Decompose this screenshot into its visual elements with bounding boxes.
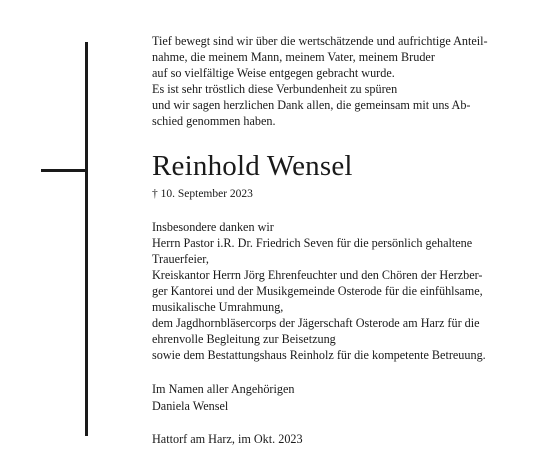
thanks-paragraph [152, 219, 512, 364]
obituary-text [152, 33, 512, 447]
deceased-name: Reinhold Wensel [152, 149, 353, 182]
intro-line: schied genommen haben. [152, 114, 276, 129]
intro-line: nahme, die meinem Mann, meinem Vater, meinem Bruder [152, 50, 435, 65]
signature-block [152, 381, 512, 413]
intro-line: auf so vielfältige Weise entgegen gebracht wurde. [152, 66, 395, 81]
signature-line: Im Namen aller Angehörigen [152, 382, 295, 397]
signature-name: Daniela Wensel [152, 398, 229, 413]
thanks-line: Insbesondere danken wir [152, 219, 274, 234]
death-date: † 10. September 2023 [152, 187, 253, 200]
place-date [152, 431, 512, 447]
thanks-line: dem Jagdhornbläsercorps der Jägerschaft Osterode am Harz für die [152, 316, 480, 331]
place-date-line: Hattorf am Harz, im Okt. 2023 [152, 431, 303, 446]
thanks-line: ehrenvolle Begleitung zur Beisetzung [152, 332, 336, 347]
thanks-line: Trauerfeier, [152, 251, 209, 266]
thanks-line: Herrn Pastor i.R. Dr. Friedrich Seven für die persönlich gehaltene [152, 235, 473, 250]
intro-paragraph [152, 33, 512, 130]
cross-vertical-bar [85, 42, 88, 436]
intro-line: Es ist sehr tröstlich diese Verbundenheit zu spüren [152, 82, 398, 97]
thanks-line: sowie dem Bestattungshaus Reinholz für die kompetente Betreuung. [152, 348, 486, 363]
cross-horizontal-bar [41, 169, 87, 172]
intro-line: und wir sagen herzlichen Dank allen, die gemeinsam mit uns Ab- [152, 98, 471, 113]
thanks-line: Kreiskantor Herrn Jörg Ehrenfeuchter und den Chören der Herzber- [152, 267, 483, 282]
intro-line: Tief bewegt sind wir über die wertschätzende und aufrichtige Anteil- [152, 34, 488, 48]
thanks-line: musikalische Umrahmung, [152, 300, 284, 315]
thanks-line: ger Kantorei und der Musikgemeinde Osterode für die einfühlsame, [152, 283, 483, 298]
